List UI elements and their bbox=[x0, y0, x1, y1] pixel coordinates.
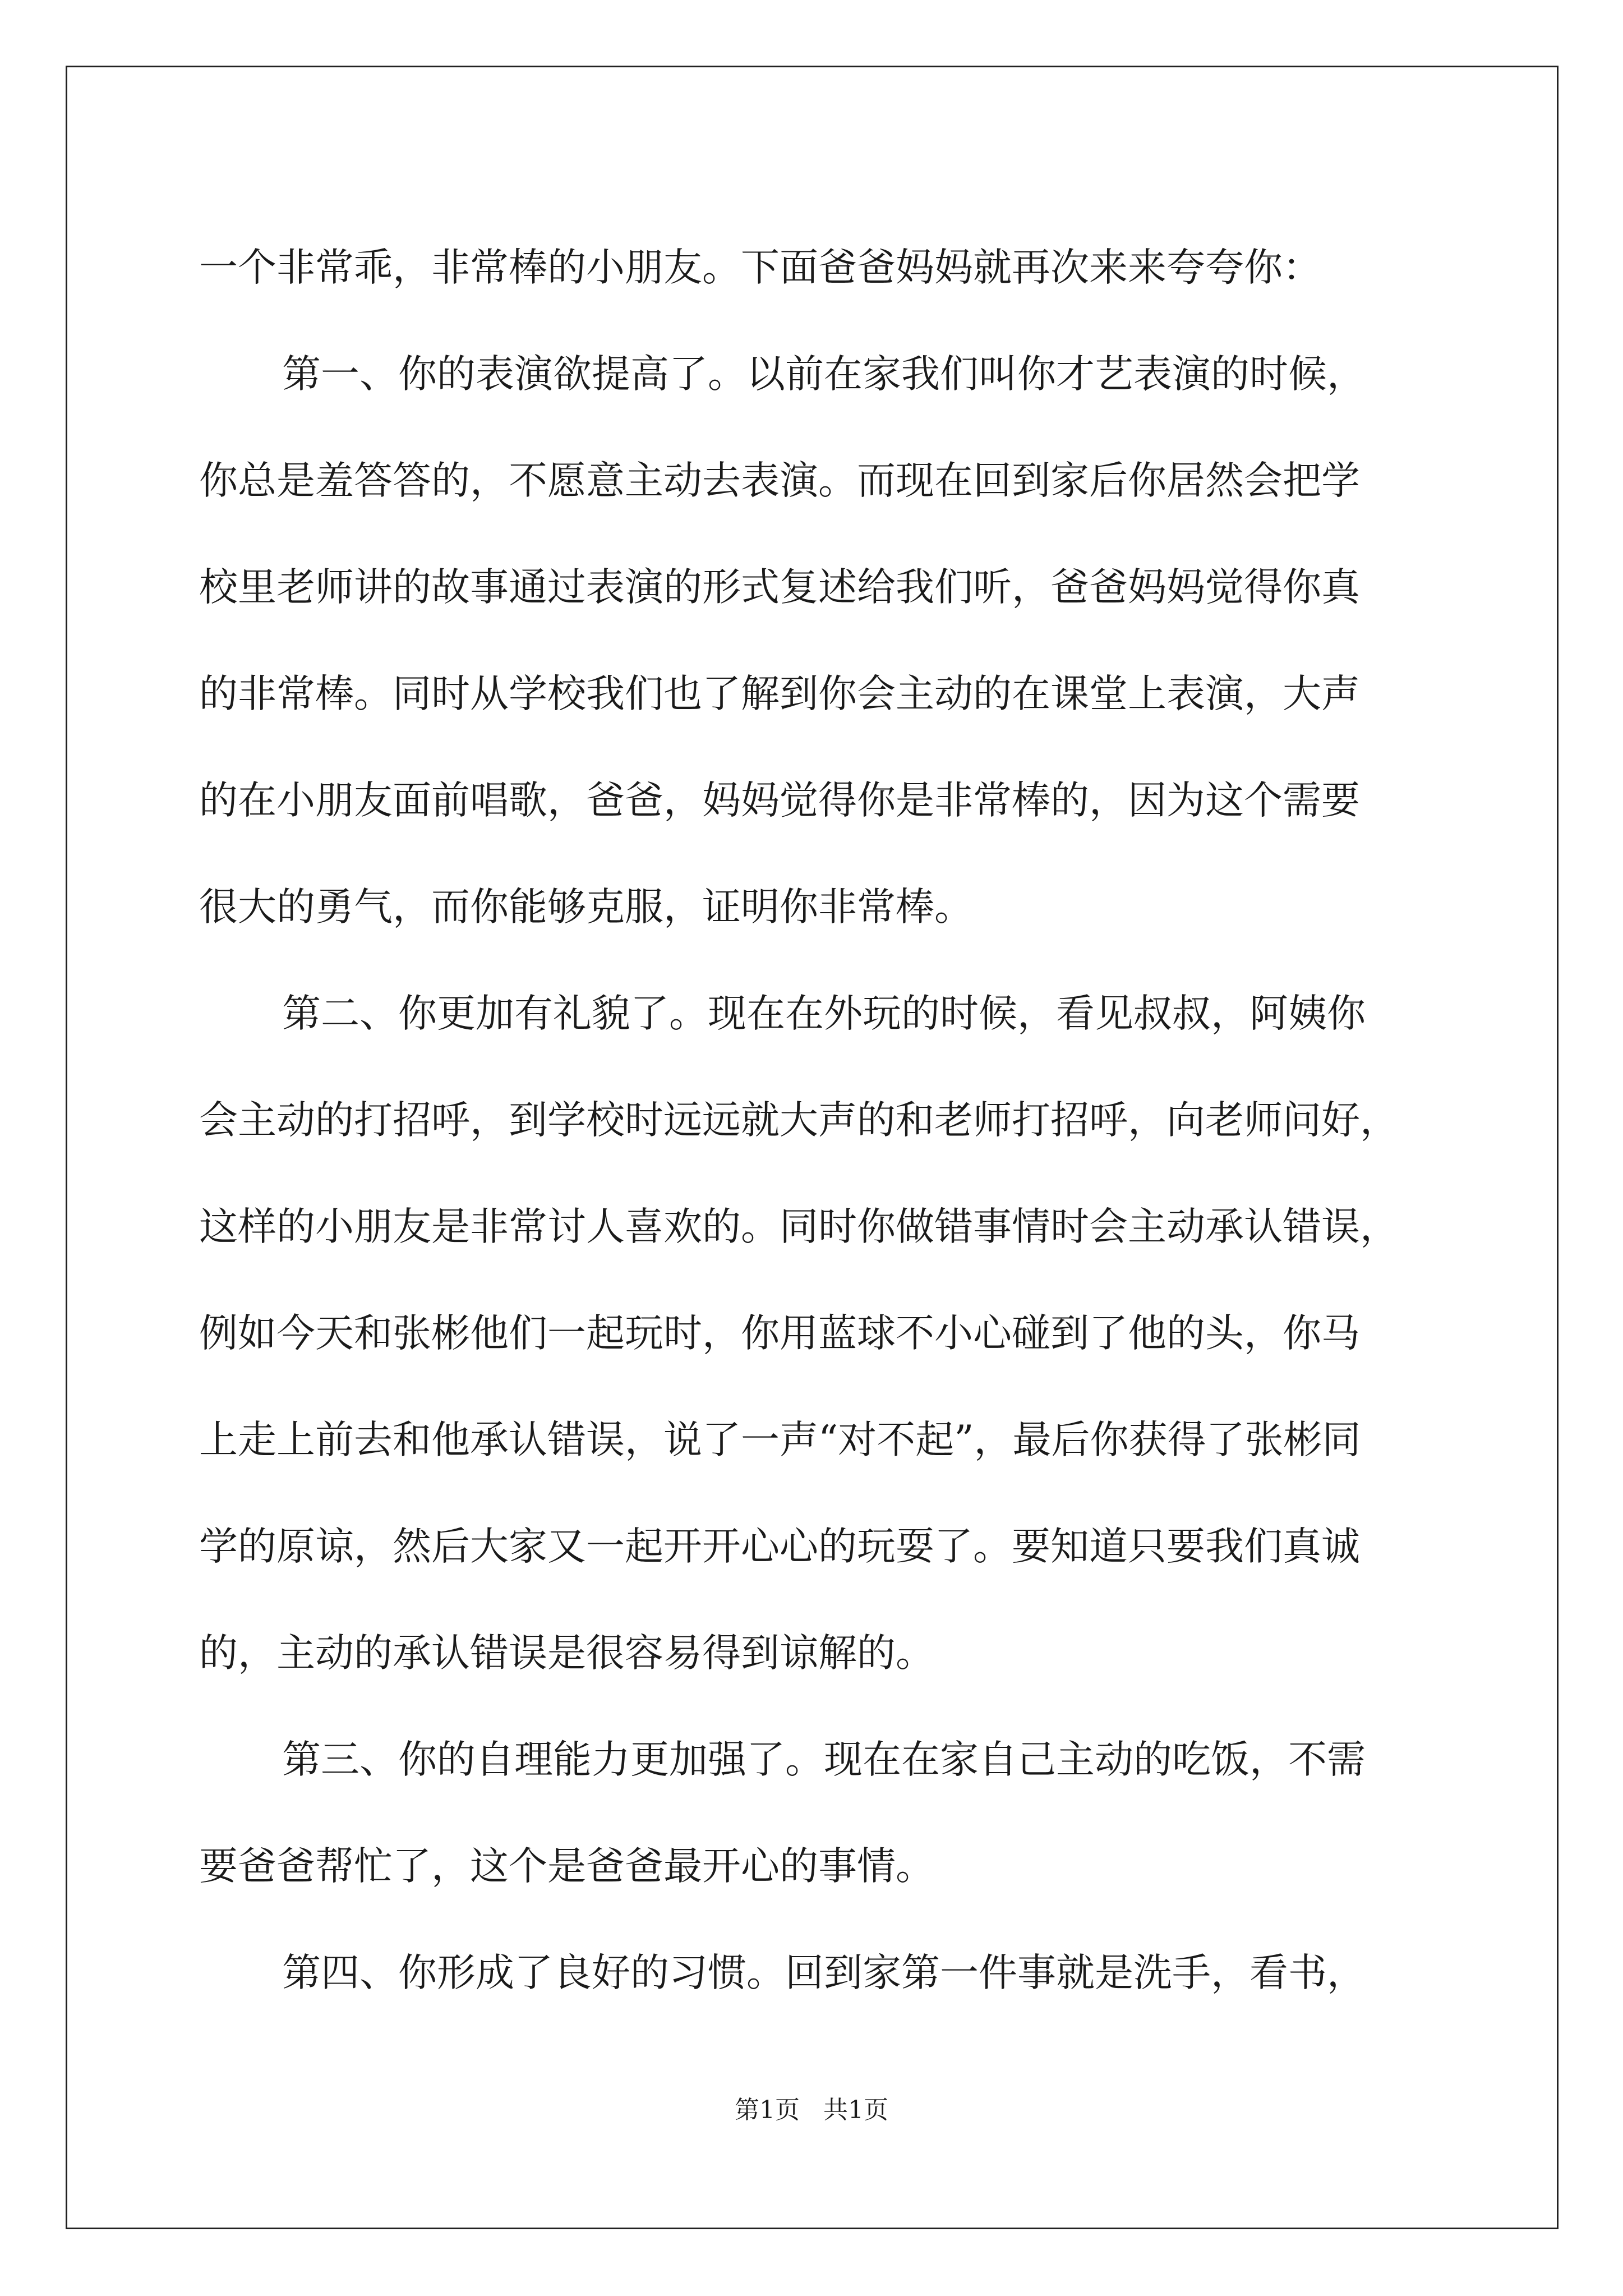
text-line: 第二、你更加有礼貌了。现在在外玩的时候，看见叔叔，阿姨你 bbox=[282, 991, 1366, 1036]
text-line: 学的原谅，然后大家又一起开开心心的玩耍了。要知道只要我们真诚 bbox=[199, 1524, 1360, 1569]
text-line: 这样的小朋友是非常讨人喜欢的。同时你做错事情时会主动承认错误， bbox=[199, 1204, 1399, 1249]
text-line: 的，主动的承认错误是很容易得到谅解的。 bbox=[199, 1631, 934, 1676]
text-line: 第四、你形成了良好的习惯。回到家第一件事就是洗手，看书， bbox=[282, 1950, 1366, 1995]
text-line: 上走上前去和他承认错误，说了一声“对不起”，最后你获得了张彬同 bbox=[199, 1418, 1361, 1462]
text-line: 校里老师讲的故事通过表演的形式复述给我们听，爸爸妈妈觉得你真 bbox=[199, 565, 1360, 610]
text-line: 第三、你的自理能力更加强了。现在在家自己主动的吃饭，不需 bbox=[282, 1737, 1366, 1782]
text-line: 例如今天和张彬他们一起玩时，你用蓝球不小心碰到了他的头，你马 bbox=[199, 1311, 1360, 1356]
page-number-footer: 第1页 共1页 bbox=[735, 2096, 888, 2124]
text-line: 的在小朋友面前唱歌，爸爸，妈妈觉得你是非常棒的，因为这个需要 bbox=[199, 778, 1360, 823]
text-line: 一个非常乖，非常棒的小朋友。下面爸爸妈妈就再次来来夸夸你： bbox=[199, 245, 1321, 290]
text-line: 的非常棒。同时从学校我们也了解到你会主动的在课堂上表演，大声 bbox=[199, 671, 1360, 716]
text-line: 很大的勇气，而你能够克服，证明你非常棒。 bbox=[199, 885, 973, 930]
text-line: 会主动的打招呼，到学校时远远就大声的和老师打招呼，向老师问好， bbox=[199, 1098, 1399, 1143]
document-body bbox=[199, 214, 1433, 2026]
text-line: 你总是羞答答的，不愿意主动去表演。而现在回到家后你居然会把学 bbox=[199, 458, 1360, 503]
text-line: 要爸爸帮忙了，这个是爸爸最开心的事情。 bbox=[199, 1844, 934, 1889]
text-line: 第一、你的表演欲提高了。以前在家我们叫你才艺表演的时候， bbox=[282, 352, 1366, 397]
